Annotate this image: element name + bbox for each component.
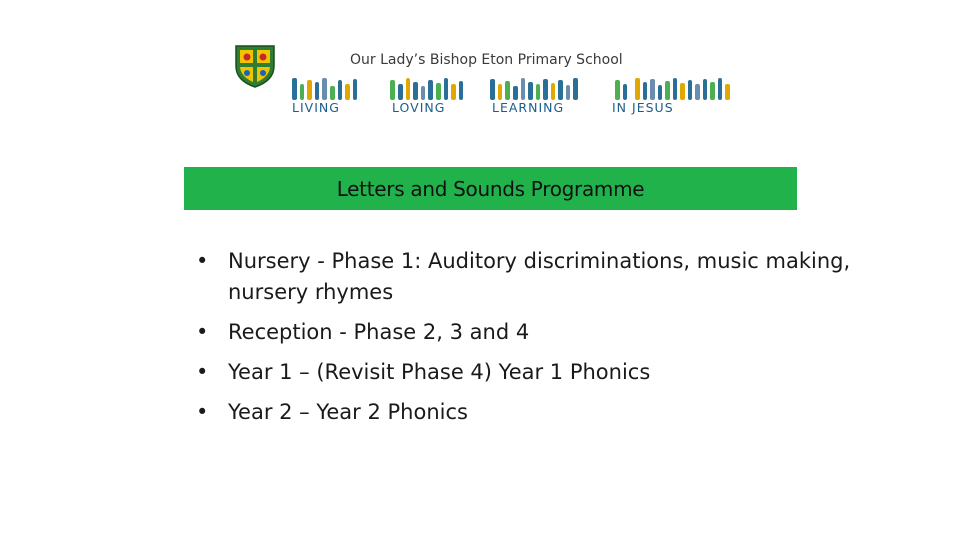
list-item	[196, 246, 896, 308]
bullet-text: Year 2 – Year 2 Phonics	[228, 400, 468, 424]
motto-word-jesus: JESUS	[632, 100, 674, 115]
motto-word-loving: LOVING	[392, 100, 446, 115]
bullet-text: Reception - Phase 2, 3 and 4	[228, 320, 530, 344]
bullet-list	[196, 246, 896, 437]
bullet-text: Nursery - Phase 1: Auditory discriminations, music making, nursery rhymes	[228, 249, 851, 304]
list-item	[196, 357, 896, 388]
school-crest-icon	[232, 42, 278, 88]
motto-word-in: IN	[612, 100, 628, 115]
motto-word-living: LIVING	[292, 100, 340, 115]
list-item	[196, 397, 896, 428]
bullet-dot: •	[196, 360, 209, 384]
motto-words-in-jesus	[612, 100, 674, 115]
people-figures-illustration	[290, 72, 735, 102]
bullet-dot: •	[196, 400, 209, 424]
title-banner	[184, 167, 797, 210]
bullet-dot: •	[196, 249, 209, 273]
motto-word-learning: LEARNING	[492, 100, 565, 115]
slide-title: Letters and Sounds Programme	[336, 176, 645, 201]
bullet-text: Year 1 – (Revisit Phase 4) Year 1 Phonics	[228, 360, 651, 384]
bullet-dot: •	[196, 320, 209, 344]
school-name: Our Lady’s Bishop Eton Primary School	[350, 52, 623, 68]
list-item	[196, 317, 896, 348]
